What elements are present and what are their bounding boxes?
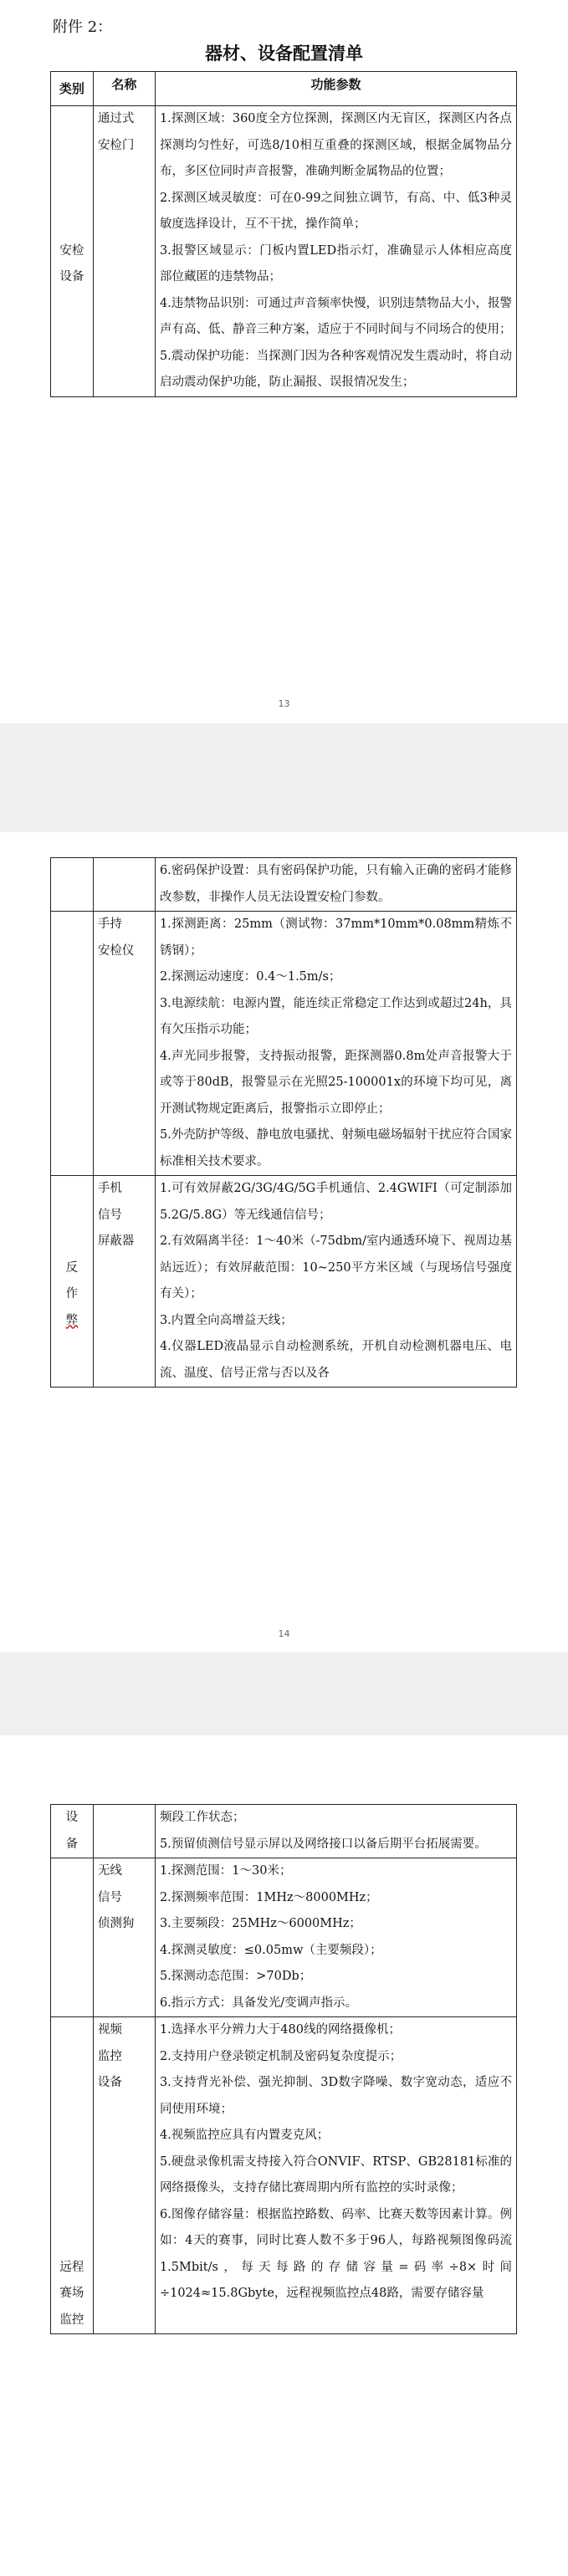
params-cell (155, 1176, 516, 1388)
category-cell (51, 106, 94, 397)
param-item: 3.电源续航：电源内置，能连续正常稳定工作达到或超过24h，具有欠压指示功能； (159, 996, 512, 1036)
table-row (51, 1176, 517, 1388)
category-line: 设备 (59, 270, 84, 284)
category-line (55, 2070, 89, 2097)
category-line (55, 2097, 89, 2124)
category-line: 反 (65, 1260, 79, 1275)
param-item: 3.支持背光补偿、强光抑制、3D数字降噪、数字宽动态，适应不同使用环境； (159, 2076, 512, 2116)
category-line (55, 2202, 89, 2229)
param-item: 6.密码保护设置：具有密码保护功能，只有输入正确的密码才能修改参数，非操作人员无法设置安检门参数。 (159, 864, 512, 904)
category-line (55, 212, 89, 238)
name-cell (93, 1805, 155, 1858)
param-item: 5.震动保护功能：当探测门因为各种客观情况发生震动时，将自动启动震动保护功能，防止漏报、误报情况发生； (159, 349, 512, 389)
name-line: 安检仪 (97, 943, 135, 958)
equipment-table-continued (50, 857, 517, 1388)
category-line (55, 2228, 89, 2255)
name-line: 信号 (97, 1208, 122, 1222)
name-cell (93, 106, 155, 397)
page-number: 13 (278, 698, 290, 709)
category-line (55, 2123, 89, 2149)
name-line: 手持 (97, 917, 122, 931)
category-line: 作 (65, 1287, 79, 1301)
category-line (55, 1176, 89, 1203)
category-line: 弊 (65, 1313, 79, 1327)
category-line (55, 159, 89, 186)
header-name: 名称 (93, 72, 155, 106)
document-title: 器材、设备配置清单 (205, 43, 363, 64)
param-item: 频段工作状态； (159, 1811, 245, 1824)
category-line (55, 133, 89, 160)
name-cell (93, 912, 155, 1176)
name-line: 信号 (97, 1890, 122, 1904)
name-cell (93, 2017, 155, 2334)
document-page-3 (0, 1735, 568, 2576)
param-item: 6.图像存储容量：根据监控路数、码率、比赛天数等因素计算。例如：4天的赛事，同时比赛人数不多于96人，每路视频图像码流1.5Mbit/s，每天每路的存储容量=码率÷8×时间÷1024≈15.8Gbyte，远程视频监控点48路，需要存储容量 (159, 2207, 512, 2300)
page-number: 14 (278, 1628, 290, 1639)
param-item: 2.支持用户登录锁定机制及密码复杂度提示； (159, 2049, 402, 2063)
name-line: 侦测狗 (97, 1917, 135, 1930)
table-row (51, 912, 517, 1176)
name-line: 安检门 (97, 138, 135, 152)
param-item: 1.探测范围：1～30米； (159, 1864, 292, 1878)
category-line (55, 106, 89, 133)
table-row (51, 1805, 517, 1858)
category-cell (51, 858, 94, 912)
category-line: 远程 (59, 2260, 84, 2274)
name-line: 设备 (97, 2076, 122, 2089)
param-item: 4.视频监控应具有内置麦克风； (159, 2129, 330, 2142)
category-cell (51, 1805, 94, 1858)
category-line: 设 (65, 1811, 79, 1824)
param-item: 1.探测距离：25mm（测试物：37mm*10mm*0.08mm精炼不锈钢）； (159, 917, 512, 958)
param-item: 3.主要频段：25MHz～6000MHz； (159, 1917, 361, 1930)
params-cell (155, 1805, 516, 1858)
table-header-row (51, 72, 517, 106)
param-item: 5.外壳防护等级、静电放电骚扰、射频电磁场辐射干扰应符合国家标准相关技术要求。 (159, 1128, 512, 1168)
header-params: 功能参数 (155, 72, 516, 106)
document-page-1 (0, 0, 568, 723)
table-row (51, 106, 517, 397)
name-line: 无线 (97, 1864, 122, 1878)
page-gap (0, 1652, 568, 1735)
name-cell (93, 1176, 155, 1388)
category-cell (51, 2017, 94, 2334)
category-line (55, 2175, 89, 2202)
category-line (55, 2149, 89, 2176)
attachment-label: 附件 2： (53, 18, 113, 36)
equipment-table-continued (50, 1804, 517, 2334)
document-page-2 (0, 832, 568, 1652)
param-item: 1.选择水平分辨力大于480线的网络摄像机； (159, 2023, 401, 2037)
params-cell (155, 912, 516, 1176)
params-cell (155, 858, 516, 912)
table-row (51, 858, 517, 912)
page-gap (0, 723, 568, 832)
header-category (51, 72, 94, 106)
header-category-text: 类别 (59, 81, 84, 96)
params-cell (155, 2017, 516, 2334)
param-item: 1.可有效屏蔽2G/3G/4G/5G手机通信、2.4GWIFI（可定制添加5.2G/5.8G）等无线通信信号； (159, 1182, 512, 1222)
param-item: 5.预留侦测信号显示屏以及网络接口以备后期平台拓展需要。 (159, 1837, 487, 1851)
name-line: 通过式 (97, 112, 135, 125)
name-line: 屏蔽器 (97, 1234, 135, 1248)
params-cell (155, 106, 516, 397)
category-line (55, 2017, 89, 2044)
param-item: 3.内置全向高增益天线； (159, 1313, 293, 1327)
param-item: 2.有效隔离半径：1～40米（-75dbm/室内通透环境下、视周边基站远近）；有效屏蔽范围：10~250平方米区域（与现场信号强度有关）； (159, 1234, 513, 1301)
category-line: 备 (65, 1837, 79, 1851)
name-line: 视频 (97, 2023, 122, 2037)
param-item: 4.声光同步报警，支持振动报警，距探测器0.8m处声音报警大于或等于80dB，报警显示在光照25-100001x的环境下均可见，离开测试物规定距离后，报警指示立即停止； (159, 1049, 512, 1116)
category-line: 监控 (59, 2313, 84, 2327)
category-line (55, 1229, 89, 1255)
table-row (51, 2017, 517, 2334)
name-cell (93, 858, 155, 912)
category-cell (51, 1858, 94, 2017)
category-line: 赛场 (59, 2287, 84, 2300)
table-row (51, 1858, 517, 2017)
param-item: 5.探测动态范围：>70Db； (159, 1970, 312, 1983)
param-item: 4.探测灵敏度：≤0.05mw（主要频段）； (159, 1943, 382, 1957)
param-item: 4.违禁物品识别：可通过声音频率快慢，识别违禁物品大小，报警声有高、低、静音三种方案，适应于不同时间与不同场合的使用； (159, 296, 512, 336)
category-line: 安检 (59, 243, 84, 258)
category-line (55, 2044, 89, 2071)
param-item: 6.指示方式：具备发光/变调声指示。 (159, 1996, 358, 2010)
category-line (55, 186, 89, 212)
param-item: 5.硬盘录像机需支持接入符合ONVIF、RTSP、GB28181标准的网络摄像头，支持存储比赛周期内所有监控的实时录像； (159, 2154, 512, 2195)
param-item: 2.探测运动速度：0.4～1.5m/s； (159, 970, 341, 984)
category-line (55, 1203, 89, 1229)
name-cell (93, 1858, 155, 2017)
param-item: 3.报警区域显示：门板内置LED指示灯，准确显示人体相应高度部位藏匿的违禁物品； (159, 243, 512, 284)
param-item: 2.探测区域灵敏度：可在0-99之间独立调节，有高、中、低3种灵敏度选择设计，互不干扰，操作简单； (159, 191, 512, 231)
equipment-table (50, 71, 517, 397)
param-item: 2.探测频率范围：1MHz～8000MHz； (159, 1890, 378, 1904)
name-line: 监控 (97, 2049, 122, 2063)
param-item: 4.仪器LED液晶显示自动检测系统，开机自动检测机器电压、电流、温度、信号正常与否以及各 (159, 1340, 512, 1380)
param-item: 1.探测区域：360度全方位探测，探测区内无盲区，探测区内各点探测均匀性好，可选8/10相互重叠的探测区域，根据金属物品分布，多区位同时声音报警，准确判断金属物品的位置； (159, 112, 512, 178)
name-line: 手机 (97, 1182, 122, 1195)
category-cell (51, 912, 94, 1176)
params-cell (155, 1858, 516, 2017)
category-cell (51, 1176, 94, 1388)
